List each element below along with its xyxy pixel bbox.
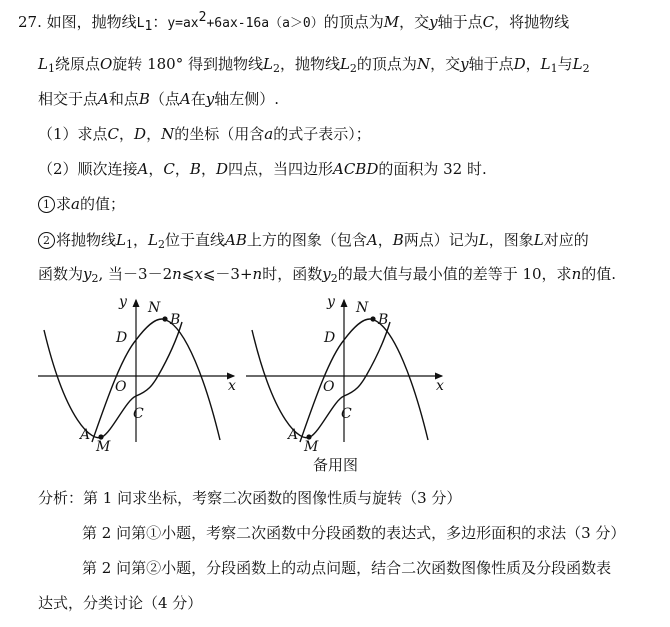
sub-question-1: 1 求a的值； xyxy=(38,194,125,214)
question-1: （1）求点C，D，N的坐标（用含a的式子表示）； xyxy=(38,125,371,143)
circled-number-1: 1 xyxy=(38,196,55,213)
label-n: N xyxy=(356,300,369,316)
problem-line-3: 相交于点A和点B（点A在y轴左侧）. xyxy=(38,90,280,108)
problem-line-2: $L_1$绕原点O旋转 180° 得到抛物线$L_2$，抛物线$L_2$的顶点为N，交y轴于点D，$L_1$与$L_2$ xyxy=(38,55,590,75)
label-y: y xyxy=(119,294,127,310)
label-o: O xyxy=(115,379,127,395)
circled-number-2: 2 xyxy=(38,232,55,249)
analysis-line-1: 分析：第 1 问求坐标，考察二次函数的图像性质与旋转（3 分） xyxy=(38,489,462,507)
parabola-figure-spare xyxy=(244,292,454,455)
parabola-l1 xyxy=(44,322,182,438)
analysis-line-3: 第 2 问第②小题，分段函数上的动点问题，结合二次函数图像性质及分段函数表 xyxy=(82,559,612,577)
label-o: O xyxy=(323,379,335,395)
point-n xyxy=(370,316,375,321)
label-n: N xyxy=(148,300,161,316)
label-y: y xyxy=(327,294,335,310)
label-d: D xyxy=(116,330,128,346)
label-x: x xyxy=(228,378,236,394)
label-b: B xyxy=(378,312,389,328)
parabola-figure-main xyxy=(36,292,246,455)
figure-caption: 备用图 xyxy=(313,456,359,474)
label-m: M xyxy=(96,439,111,455)
parabola-l1 xyxy=(252,322,390,438)
sub-question-2: 2 将抛物线$L_1$，$L_2$位于直线AB上方的图象（包含A，B两点）记为L，图象L对应的 xyxy=(38,230,589,255)
label-m: M xyxy=(304,439,319,455)
label-c: C xyxy=(133,406,144,422)
problem-line-1: 27. 如图，抛物线L1：y=ax2+6ax-16a（a＞0）的顶点为M，交y轴于点C，将抛物线 xyxy=(18,10,570,34)
label-d: D xyxy=(324,330,336,346)
label-x: x xyxy=(436,378,444,394)
point-n xyxy=(162,316,167,321)
analysis-line-2: 第 2 问第①小题，考察二次函数中分段函数的表达式，多边形面积的求法（3 分） xyxy=(82,524,626,542)
analysis-line-4: 达式，分类讨论（4 分） xyxy=(38,594,203,612)
problem-number: 27. xyxy=(18,13,42,31)
question-2: （2）顺次连接A，C，B，D四点，当四边形ACBD的面积为 32 时. xyxy=(38,160,487,178)
label-c: C xyxy=(341,406,352,422)
sub-question-2-continued: 函数为$y_2$, 当－3－2n⩽x⩽－3+n时，函数$y_2$的最大值与最小值的差等于 10，求n的值. xyxy=(38,265,617,285)
label-a: A xyxy=(288,427,299,443)
label-a: A xyxy=(80,427,91,443)
label-b: B xyxy=(170,312,181,328)
